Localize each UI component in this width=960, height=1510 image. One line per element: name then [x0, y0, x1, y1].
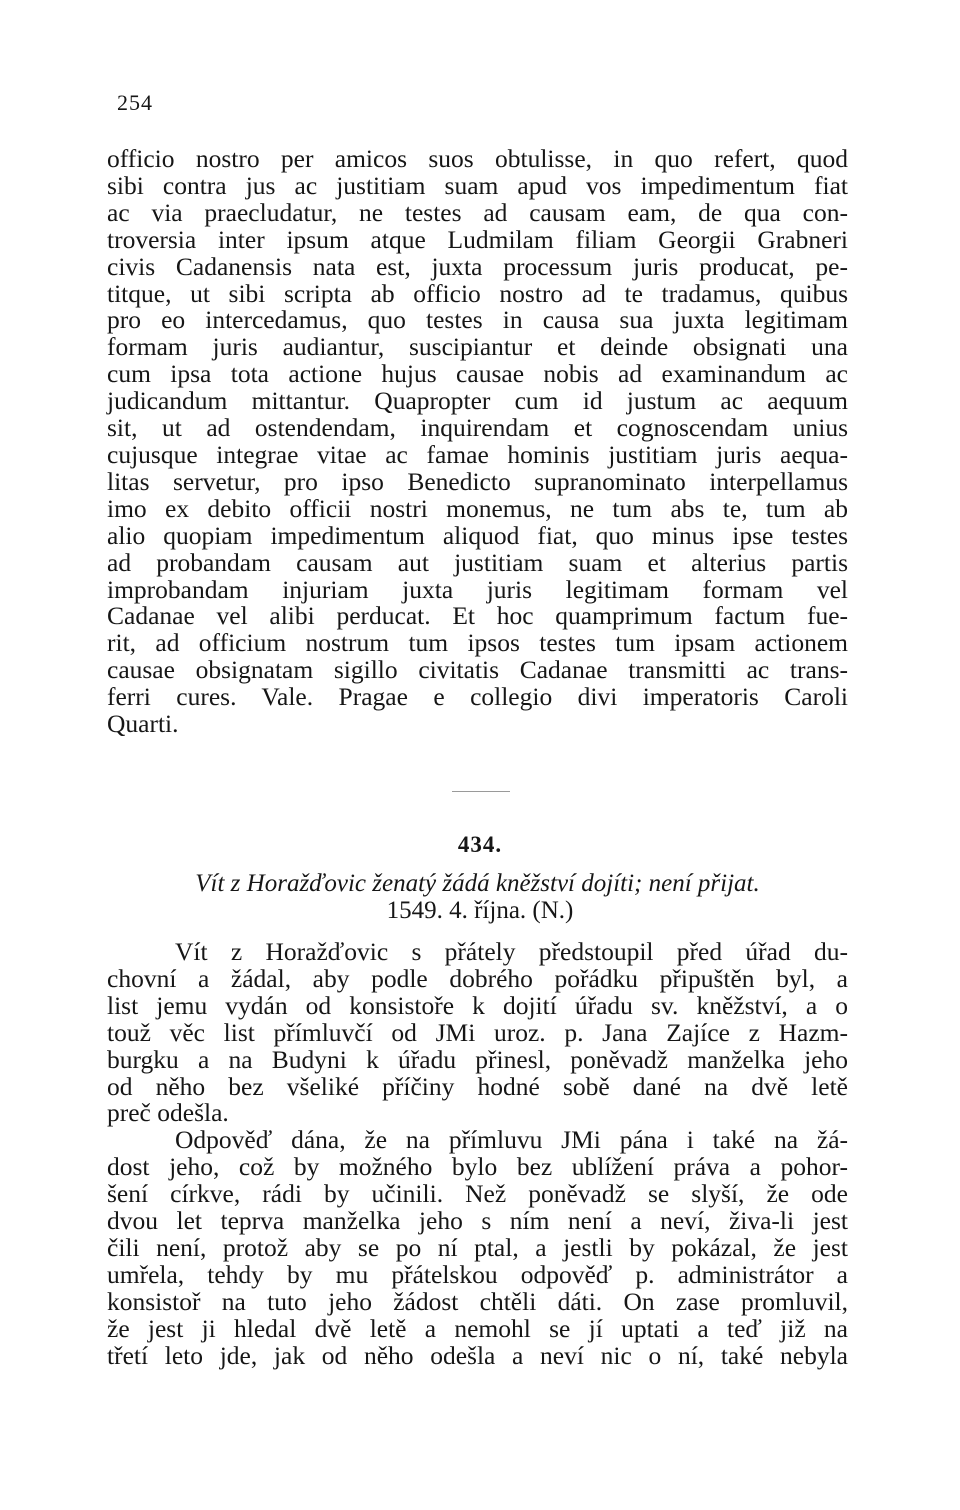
text-line: šení církve, rádi by učinili. Než poněvadž se slyší, že ode [107, 1179, 848, 1209]
text-line: že jest ji hledal dvě letě a nemohl se jí uptati a teď již na [107, 1313, 848, 1343]
czech-record-text [107, 939, 848, 1370]
text-line: chovní a žádal, aby podle dobrého pořádku připuštěn byl, a [107, 963, 848, 993]
text-line: pro eo intercedamus, quo testes in causa sua juxta legitimam [107, 305, 848, 335]
text-line: imo ex debito officii nostri monemus, ne tum abs te, tum ab [107, 493, 848, 523]
text-line: formam juris audiantur, suscipiantur et deinde obsignati una [107, 332, 848, 362]
text-line: Vít z Horažďovic s přátely předstoupil před úřad du- [175, 937, 848, 966]
text-line: konsistoř na tuto jeho žádost chtěli dáti. On zase promluvil, [107, 1286, 848, 1316]
text-line: rit, ad officium nostrum tum ipsos testes tum ipsam actionem [107, 628, 848, 658]
page-number: 254 [117, 90, 153, 115]
text-line: umřela, tehdy by mu přátelskou odpověď p. administrátor a [107, 1259, 848, 1289]
document-title: Vít z Horažďovic ženatý žádá kněžství dojíti; není přijat. [195, 870, 760, 897]
text-line: litas servetur, pro ipso Benedicto supranominato interpellamus [107, 466, 848, 496]
text-line: ad probandam causam aut justitiam suam et alterius partis [107, 547, 848, 577]
text-line: Cadanae vel alibi perducat. Et hoc quamprimum factum fue- [107, 601, 848, 631]
text-line: ac via praecludatur, ne testes ad causam eam, de qua con- [107, 197, 848, 227]
text-line: judicandum mittantur. Quapropter cum id justum ac aequum [107, 386, 848, 416]
text-line: alio quopiam impedimentum aliquod fiat, quo minus ipse testes [107, 520, 848, 550]
text-line: causae obsignatam sigillo civitatis Cadanae transmitti ac trans- [107, 655, 848, 685]
text-line: officio nostro per amicos suos obtulisse, in quo refert, quod [107, 144, 848, 173]
text-line: burgku a na Budyni k úřadu přinesl, poněvadž manželka jeho [107, 1044, 848, 1074]
text-line: dvou let teprva manželka jeho s ním není a neví, živa-li jest [107, 1206, 848, 1236]
text-line: troversia inter ipsum atque Ludmilam filiam Georgii Grabneri [107, 224, 848, 254]
text-line: ferri cures. Vale. Pragae e collegio divi imperatoris Caroli [107, 682, 848, 712]
latin-letter-text [107, 146, 848, 738]
text-line: titque, ut sibi scripta ab officio nostro ad te tradamus, quibus [107, 278, 848, 308]
text-line: dost jeho, což by možného bylo bez ublížení práva a pohor- [107, 1152, 848, 1182]
text-line: touž věc list přímluvčí od JMi uroz. p. Jana Zajíce z Hazm- [107, 1017, 848, 1047]
document-number: 434. [457, 832, 503, 857]
text-line: cum ipsa tota actione hujus causae nobis ad examinandum ac [107, 359, 848, 389]
text-line: Odpověď dána, že na přímluvu JMi pána i také na žá- [175, 1125, 848, 1155]
text-line: třetí leto jde, jak od něho odešla a neví nic o ní, také nebyla [107, 1340, 848, 1370]
text-line: sibi contra jus ac justitiam suam apud vos impedimentum fiat [107, 170, 848, 200]
text-line: civis Cadanensis nata est, juxta processum juris producat, pe- [107, 251, 848, 281]
text-line: čili není, protož aby se po ní ptal, a jestli by pokázal, že jest [107, 1232, 848, 1262]
text-line: od něho bez všeliké příčiny hodné sobě dané na dvě letě [107, 1071, 848, 1101]
text-line: cujusque integrae vitae ac famae hominis justitiam juris aequa- [107, 439, 848, 469]
section-divider [452, 791, 510, 792]
text-line: preč odešla. [107, 1098, 229, 1128]
text-line: improbandam injuriam juxta juris legitimam formam vel [107, 574, 848, 604]
text-line: sit, ut ad ostendendam, inquirendam et cognoscendam unius [107, 413, 848, 443]
document-date: 1549. 4. října. (N.) [386, 897, 574, 924]
text-line: Quarti. [107, 709, 179, 739]
text-line: list jemu vydán od konsistoře k dojití úřadu sv. kněžství, a o [107, 990, 848, 1020]
